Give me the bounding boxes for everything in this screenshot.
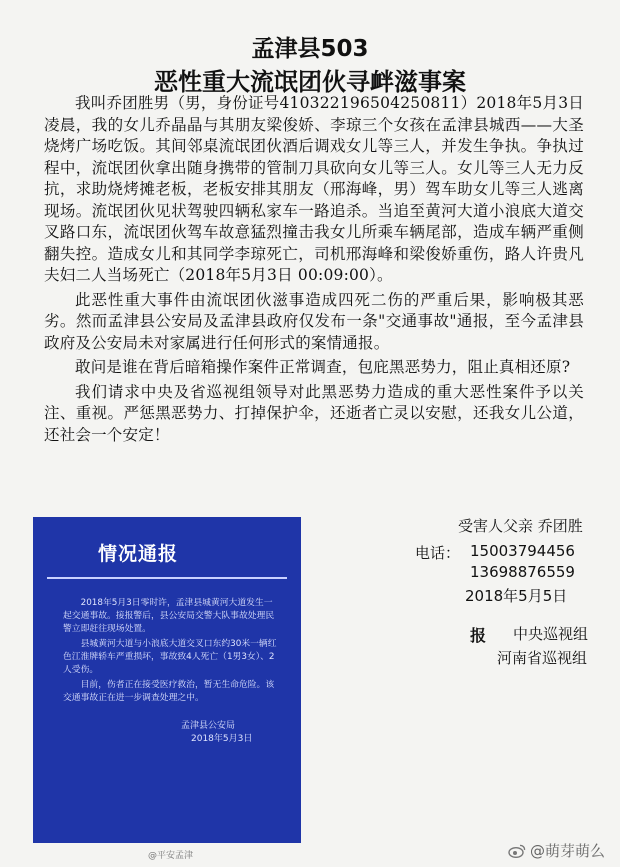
small-watermark: @平安孟津 — [148, 851, 194, 861]
notice-paragraph-3: 目前，伤者正在接受医疗救治，暂无生命危险。该交通事故正在进一步调查处理之中。 — [63, 680, 275, 703]
signature-date: 2018年5月5日 — [465, 587, 568, 605]
body-paragraph-3: 敢问是谁在背后暗箱操作案件正常调查，包庇黑恶势力，阻止真相还原? — [75, 358, 571, 376]
notice-divider — [47, 577, 287, 579]
notice-title: 情况通报 — [97, 543, 178, 565]
notice-org: 孟津县公安局 — [181, 721, 236, 731]
notice-paragraph-2: 县城黄河大道与小浪底大道交叉口东约30米一辆红色江淮牌轿车严重损坏，事故致4人死亡（1男3女）、2人受伤。 — [63, 639, 277, 675]
document-body — [44, 93, 584, 446]
report-label: 报 — [470, 626, 487, 645]
document-title-line2: 恶性重大流氓团伙寻衅滋事案 — [154, 68, 466, 96]
weibo-icon — [508, 844, 526, 858]
body-paragraph-4: 我们请求中央及省巡视组领导对此黑恶势力造成的重大恶性案件予以关注、重视。严惩黑恶势力、打掉保护伞，还逝者亡灵以安慰，还我女儿公道，还社会一个安定！ — [44, 382, 584, 444]
phone-number-1: 15003794456 — [470, 542, 575, 560]
notice-paragraph-1: 2018年5月3日零时许，孟津县城黄河大道发生一起交通事故。接报警后，县公安局交警大队事故处理民警立即赶往现场处置。 — [63, 598, 275, 634]
recipient-1: 中央巡视组 — [513, 625, 589, 643]
notice-date: 2018年5月3日 — [191, 734, 253, 744]
document-title-line1: 孟津县503 — [251, 36, 369, 62]
phone-label: 电话： — [415, 544, 461, 562]
police-notice-image — [33, 517, 301, 843]
weibo-handle: @萌芽萌么 — [530, 842, 606, 860]
body-paragraph-1: 我叫乔团胜男（男，身份证号410322196504250811）2018年5月3日凌晨，我的女儿乔晶晶与其朋友梁俊娇、李琼三个女孩在孟津县城西——大圣烧烤广场吃饭。其间邻桌流氓团伙酒后调戏女儿等三人，并发生争执。争执过程中，流氓团伙拿出随身携带的管制刀具砍向女儿等三人。女儿等三人无力反抗，求助烧烤摊老板，老板安排其朋友（邢海峰，男）驾车助女儿等三人逃离现场。流氓团伙见状驾驶四辆私家车一路追杀。当追至黄河大道小浪底大道交叉路口东，流氓团伙驾车故意猛烈撞击我女儿所乘车辆尾部，造成车辆严重侧翻失控。造成女儿和其同学李琼死亡，司机邢海峰和梁俊娇重伤，路人许贵凡夫妇二人当场死亡（2018年5月3日 00:09:00）。 — [44, 94, 584, 284]
notice-body — [63, 597, 277, 707]
phone-number-2: 13698876559 — [470, 563, 575, 581]
body-paragraph-2: 此恶性重大事件由流氓团伙滋事造成四死二伤的严重后果，影响极其恶劣。然而孟津县公安局及孟津县政府仅发布一条"交通事故"通报，至今孟津县政府及公安局未对家属进行任何形式的案情通报。 — [44, 290, 584, 352]
signer: 受害人父亲 乔团胜 — [458, 517, 583, 535]
weibo-watermark — [508, 840, 605, 861]
recipient-2: 河南省巡视组 — [497, 649, 588, 667]
